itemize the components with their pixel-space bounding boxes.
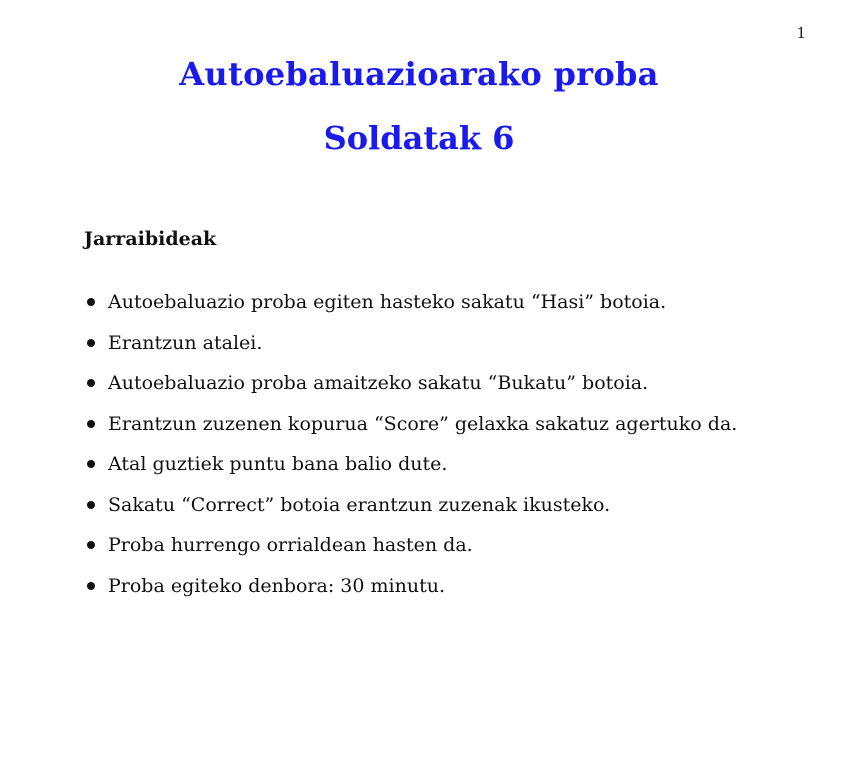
- bullet-icon: [87, 582, 95, 590]
- page-number: 1: [796, 24, 806, 42]
- list-item: [84, 363, 824, 404]
- list-item: [84, 282, 824, 323]
- list-item: [84, 323, 824, 364]
- bullet-icon: [87, 501, 95, 509]
- bullet-icon: [87, 339, 95, 347]
- bullet-icon: [87, 379, 95, 387]
- document-title: Autoebaluazioarako proba: [179, 55, 659, 93]
- title-block: [0, 50, 848, 162]
- bullet-icon: [87, 298, 95, 306]
- list-item: [84, 485, 824, 526]
- list-item-text: Erantzun zuzenen kopurua “Score” gelaxka sakatuz agertuko da.: [108, 412, 738, 435]
- list-item-text: Erantzun atalei.: [108, 331, 263, 354]
- list-item-text: Sakatu “Correct” botoia erantzun zuzenak ikusteko.: [108, 493, 611, 516]
- bullet-icon: [87, 460, 95, 468]
- list-item: [84, 525, 824, 566]
- list-item-text: Autoebaluazio proba egiten hasteko sakatu “Hasi” botoia.: [108, 291, 667, 313]
- list-item: [84, 404, 824, 445]
- document-subtitle: Soldatak 6: [323, 119, 515, 157]
- list-item: [84, 444, 824, 485]
- instructions-list: [84, 282, 824, 606]
- bullet-icon: [87, 541, 95, 549]
- list-item-text: Proba egiteko denbora: 30 minutu.: [108, 574, 445, 597]
- bullet-icon: [87, 420, 95, 428]
- list-item-text: Autoebaluazio proba amaitzeko sakatu “Bukatu” botoia.: [108, 372, 649, 394]
- list-item: [84, 566, 824, 607]
- list-item-text: Proba hurrengo orrialdean hasten da.: [108, 534, 473, 556]
- section-heading: Jarraibideak: [84, 228, 217, 250]
- list-item-text: Atal guztiek puntu bana balio dute.: [108, 453, 448, 475]
